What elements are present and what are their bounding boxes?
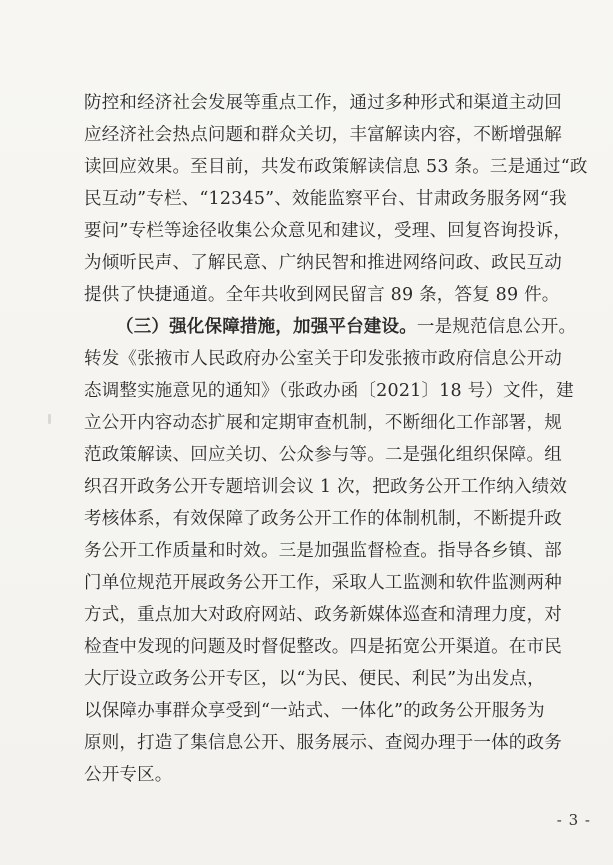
text-line: 民互动”专栏、“12345”、效能监察平台、甘肃政务服务网“我 [84,189,567,209]
text-line: 要问”专栏等途径收集公众意见和建议，受理、回复咨询投诉， [84,221,572,241]
text-line: 读回应效果。至目前，共发布政策解读信息 53 条。三是通过“政 [84,157,588,177]
text-line: 原则，打造了集信息公开、服务展示、查阅办理于一体的政务 [84,733,562,753]
section-heading-rest: 一是规范信息公开。 [416,317,577,337]
text-line: 考核体系，有效保障了政务公开工作的体制机制，不断提升政 [84,509,562,529]
text-line: 以保障办事群众享受到“一站式、一体化”的政务公开服务为 [84,701,545,721]
text-line: 态调整实施意见的通知》（张政办函〔2021〕18 号）文件，建 [84,381,574,401]
text-line: 转发《张掖市人民政府办公室关于印发张掖市政府信息公开动 [84,349,562,369]
text-line: 为倾听民声、了解民意、广纳民智和推进网络问政、政民互动 [84,253,562,273]
section-heading: （三）强化保障措施，加强平台建设。 [116,317,417,337]
text-line: 务公开工作质量和时效。三是加强监督检查。指导各乡镇、部 [84,541,562,561]
page-number: - 3 - [556,811,591,829]
text-line: 防控和经济社会发展等重点工作，通过多种形式和渠道主动回 [84,93,562,113]
section-heading-line [116,316,576,338]
text-line: 立公开内容动态扩展和定期审查机制，不断细化工作部署，规 [84,413,562,433]
text-line: 提供了快捷通道。全年共收到网民留言 89 条，答复 89 件。 [84,285,560,305]
text-line: 检查中发现的问题及时督促整改。四是拓宽公开渠道。在市民 [84,637,562,657]
text-line: 范政策解读、回应关切、公众参与等。二是强化组织保障。组 [84,445,562,465]
text-line: 应经济社会热点问题和群众关切，丰富解读内容，不断增强解 [84,125,562,145]
scan-smudge [48,414,51,424]
text-line: 大厅设立政务公开专区，以“为民、便民、利民”为出发点， [84,669,545,689]
text-line: 织召开政务公开专题培训会议 1 次，把政务公开工作纳入绩效 [84,477,568,497]
text-line: 门单位规范开展政务公开工作，采取人工监测和软件监测两种 [84,573,562,593]
text-line: 方式，重点加大对政府网站、政务新媒体巡查和清理力度，对 [84,605,562,625]
text-line: 公开专区。 [84,765,173,785]
